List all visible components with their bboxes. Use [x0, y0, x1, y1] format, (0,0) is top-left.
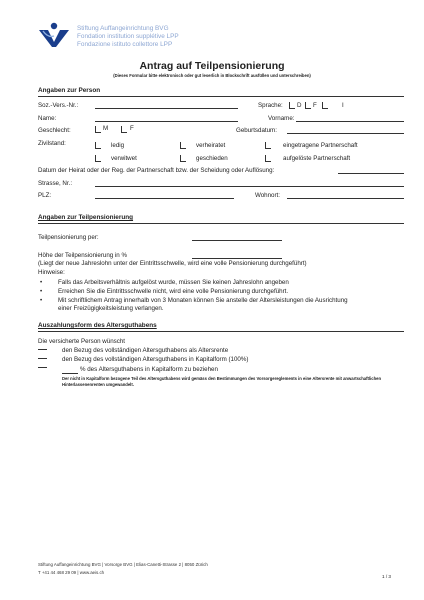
marriage-date-field[interactable] — [338, 173, 404, 174]
bullet-marker: • — [40, 297, 43, 304]
birthdate-label: Geburtsdatum: — [236, 127, 277, 134]
civil-option-verheiratet: verheiratet — [196, 142, 226, 149]
name-field[interactable] — [95, 121, 238, 122]
percent-label: Höhe der Teilpensionierung in % — [38, 252, 127, 259]
notes-label: Hinweise: — [38, 269, 65, 276]
note-item: Falls das Arbeitsverhältnis aufgelöst wurde, müssen Sie keinen Jahreslohn angeben — [58, 279, 289, 286]
civil-status-label: Zivilstand: — [38, 140, 66, 147]
payout-intro: Die versicherte Person wünscht — [38, 338, 126, 345]
ssn-label: Soz.-Vers.-Nr.: — [38, 102, 79, 109]
section-divider — [38, 96, 404, 97]
plz-field[interactable] — [95, 198, 234, 199]
footer-line-1: Stiftung Auffangeinrichtung BVG | Vorsorge BVG | Elias-Canetti-Strasse 2 | 8050 Zürich — [38, 562, 208, 567]
section-heading-payout: Auszahlungsform des Altersguthabens — [38, 322, 157, 329]
payout-option-partial: % des Altersguthabens in Kapitalform zu beziehen — [80, 366, 218, 373]
vorname-label: Vorname: — [268, 115, 295, 122]
payout-option-rente-field[interactable] — [38, 349, 47, 350]
gender-option-m: M — [103, 125, 109, 132]
org-name-fr: Fondation institution supplétive LPP — [77, 33, 179, 40]
org-name-de: Stiftung Auffangeinrichtung BVG — [77, 25, 169, 32]
civil-checkbox-ledig[interactable] — [95, 142, 101, 149]
payout-option-partial-field[interactable] — [38, 367, 47, 368]
gender-checkbox-m[interactable] — [95, 126, 101, 133]
note-item: Mit schriftlichem Antrag innerhalb von 3 Monaten können Sie anstelle der Altersleistungen die Ausrichtung — [58, 297, 348, 304]
language-checkbox-i[interactable] — [322, 102, 328, 109]
payout-option-kapital: den Bezug des vollständigen Altersguthabens in Kapitalform (100%) — [62, 356, 249, 363]
ssn-field[interactable] — [95, 108, 238, 109]
gender-label: Geschlecht: — [38, 127, 71, 134]
footer-line-2: T +41 44 468 29 09 | www.aeis.ch — [38, 569, 105, 575]
vorname-field[interactable] — [296, 121, 404, 122]
civil-option-ledig: ledig — [111, 142, 125, 149]
bullet-marker: • — [40, 279, 43, 286]
payout-option-kapital-field[interactable] — [38, 358, 47, 359]
plz-label: PLZ: — [38, 192, 52, 199]
form-subtitle: (Dieses Formular bitte elektronisch oder gut leserlich in Blockschrift ausfüllen und unterschreiben) — [113, 73, 311, 78]
section-heading-partial-retirement: Angaben zur Teilpensionierung — [38, 214, 134, 221]
city-field[interactable] — [287, 198, 404, 199]
footer-address — [38, 561, 208, 576]
payout-option-rente: den Bezug des vollständigen Altersguthabens als Altersrente — [62, 347, 229, 354]
percent-note: (Liegt der neue Jahreslohn unter der Eintrittsschwelle, wird eine volle Pensionierung durchgeführt) — [38, 260, 307, 267]
language-label: Sprache: — [258, 102, 283, 109]
gender-option-f: F — [130, 125, 134, 132]
street-field[interactable] — [95, 186, 404, 187]
civil-checkbox-verheiratet[interactable] — [180, 142, 186, 149]
name-label: Name: — [38, 115, 57, 122]
civil-option-geschieden: geschieden — [196, 155, 228, 162]
gender-checkbox-f[interactable] — [121, 126, 127, 133]
form-title: Antrag auf Teilpensionierung — [139, 60, 285, 72]
civil-option-verwitwet: verwitwet — [111, 155, 137, 162]
civil-option-aufgeloest: aufgelöste Partnerschaft — [283, 155, 351, 162]
retirement-date-field[interactable] — [192, 240, 282, 241]
civil-option-eingetragen: eingetragene Partnerschaft — [283, 142, 358, 149]
page-number: 1 / 3 — [382, 574, 391, 579]
civil-checkbox-aufgeloest[interactable] — [265, 155, 271, 162]
retirement-date-label: Teilpensionierung per: — [38, 234, 99, 241]
city-label: Wohnort: — [255, 192, 280, 199]
language-checkbox-d[interactable] — [289, 102, 295, 109]
section-heading-person: Angaben zur Person — [38, 87, 101, 94]
percent-field[interactable] — [192, 258, 282, 259]
language-option-f: F — [313, 102, 317, 109]
marriage-date-label: Datum der Heirat oder der Reg. der Partnerschaft bzw. der Scheidung oder Auflösung: — [38, 167, 275, 174]
civil-checkbox-verwitwet[interactable] — [95, 155, 101, 162]
language-checkbox-f[interactable] — [305, 102, 311, 109]
payout-percent-field[interactable] — [62, 373, 78, 374]
section-divider — [38, 223, 404, 224]
note-item: Erreichen Sie die Eintrittsschwelle nicht, wird eine volle Pensionierung durchgeführt. — [58, 288, 289, 295]
bullet-marker: • — [40, 288, 43, 295]
street-label: Strasse, Nr.: — [38, 180, 73, 187]
civil-checkbox-geschieden[interactable] — [180, 155, 186, 162]
section-divider — [38, 331, 404, 332]
foundation-logo — [36, 22, 72, 48]
language-option-i: I — [342, 102, 344, 109]
org-names — [77, 25, 179, 49]
civil-checkbox-eingetragen[interactable] — [265, 142, 271, 149]
birthdate-field[interactable] — [287, 133, 404, 134]
org-name-it: Fondazione istituto collettore LPP — [77, 41, 173, 48]
language-option-d: D — [297, 102, 302, 109]
payout-footnote: Der nicht in Kapitalform bezogene Teil des Altersguthabens wird gemäss den Bestimmungen des Vorsorgereglements in eine Altersrente mit anwartschaftlichen Hinterlassenenrenten umgewandelt. — [62, 376, 382, 387]
note-item: einer Freizügigkeitsleistung verlangen. — [58, 305, 164, 312]
